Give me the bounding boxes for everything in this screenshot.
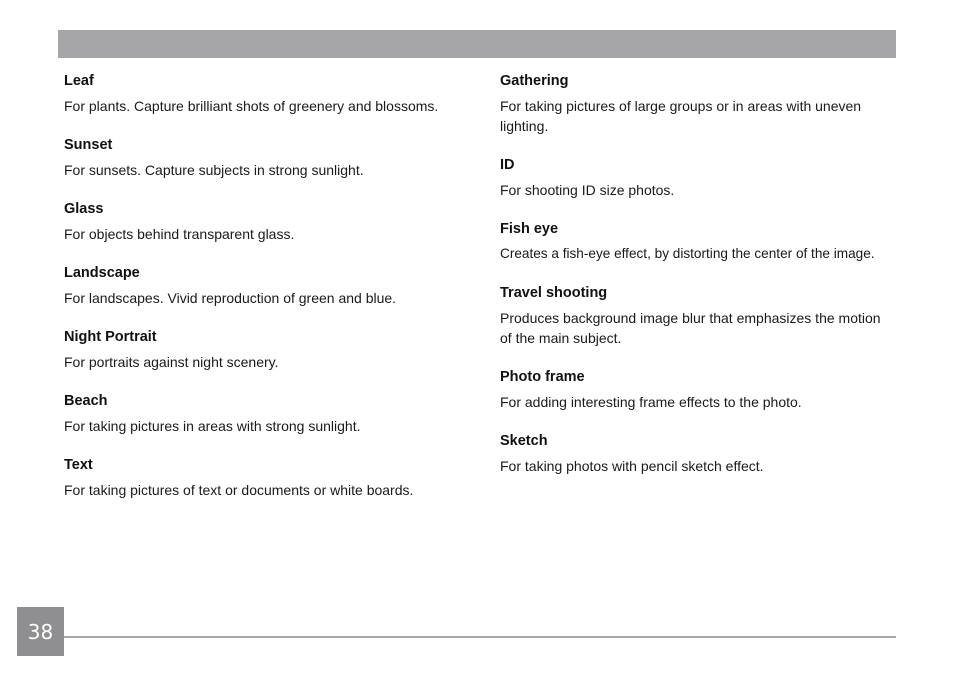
entry-title: Text: [64, 457, 93, 473]
entry-title: Fish eye: [500, 221, 559, 237]
entry-beach: [64, 392, 484, 436]
left-column: [64, 72, 484, 500]
entry-description: For sunsets. Capture subjects in strong sunlight.: [64, 162, 364, 178]
entry-description: For taking pictures in areas with strong sunlight.: [64, 418, 361, 434]
entry-title: Glass: [64, 201, 104, 217]
entry-text: [64, 456, 484, 500]
entry-title: Sunset: [64, 137, 113, 153]
entry-description: For taking pictures of large groups or in areas with uneven lighting.: [500, 98, 862, 134]
entry-title: Travel shooting: [500, 285, 608, 301]
entry-description: For shooting ID size photos.: [500, 182, 675, 198]
entry-leaf: [64, 72, 484, 116]
entry-title: Leaf: [64, 73, 94, 89]
entry-gathering: [500, 72, 900, 136]
entry-description: For objects behind transparent glass.: [64, 226, 295, 242]
entry-description: Produces background image blur that emphasizes the motion of the main subject.: [500, 310, 881, 346]
entry-title: ID: [500, 157, 515, 173]
entry-description: Creates a fish-eye effect, by distorting the center of the image.: [500, 246, 875, 261]
entry-glass: [64, 200, 484, 244]
entry-title: Gathering: [500, 73, 569, 89]
entry-description: For plants. Capture brilliant shots of greenery and blossoms.: [64, 98, 439, 114]
entry-title: Landscape: [64, 265, 140, 281]
right-column: [500, 72, 900, 476]
entry-title: Beach: [64, 393, 108, 409]
entry-photo-frame: [500, 368, 900, 412]
entry-description: For portraits against night scenery.: [64, 354, 279, 370]
entry-fish-eye: [500, 220, 900, 264]
entry-travel-shooting: [500, 284, 900, 348]
header-bar: [58, 30, 896, 58]
entry-description: For taking pictures of text or documents or white boards.: [64, 482, 414, 498]
entry-landscape: [64, 264, 484, 308]
entry-id: [500, 156, 900, 200]
entry-title: Photo frame: [500, 369, 585, 385]
entry-description: For taking photos with pencil sketch effect.: [500, 458, 764, 474]
entry-night-portrait: [64, 328, 484, 372]
footer-divider: [64, 636, 896, 638]
entry-description: For adding interesting frame effects to the photo.: [500, 394, 802, 410]
entry-sunset: [64, 136, 484, 180]
entry-title: Night Portrait: [64, 329, 157, 345]
entry-description: For landscapes. Vivid reproduction of green and blue.: [64, 290, 397, 306]
page-number: 38: [17, 607, 64, 656]
entry-sketch: [500, 432, 900, 476]
entry-title: Sketch: [500, 433, 548, 449]
